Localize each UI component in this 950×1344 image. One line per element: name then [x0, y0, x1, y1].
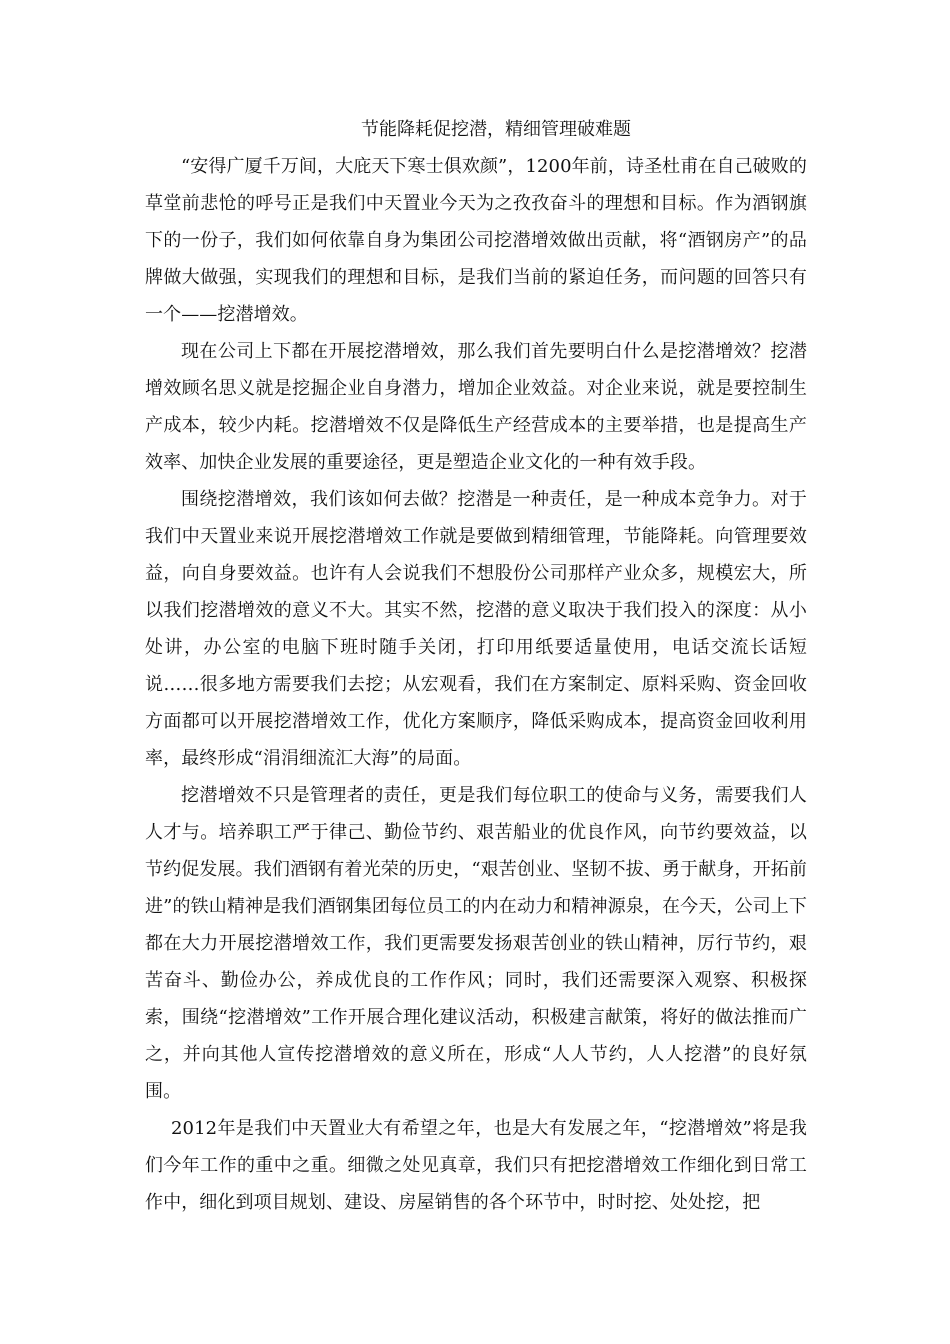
paragraph-4: 挖潜增效不只是管理者的责任，更是我们每位职工的使命与义务，需要我们人人才与。培养职工严于律己、勤俭节约、艰苦船业的优良作风，向节约要效益，以节约促发展。我们酒钢有着光荣的历史，“艰苦创业、坚韧不拔、勇于献身，开拓前进”的铁山精神是我们酒钢集团每位员工的内在动力和精神源泉，在今天，公司上下都在大力开展挖潜增效工作，我们更需要发扬艰苦创业的铁山精神，厉行节约，艰苦奋斗、勤俭办公，养成优良的工作作风；同时，我们还需要深入观察、积极探索，围绕“挖潜增效”工作开展合理化建议活动，积极建言献策，将好的做法推而广之，并向其他人宣传挖潜增效的意义所在，形成“人人节约，人人挖潜”的良好氛围。 [145, 785, 807, 1102]
paragraph-1: “安得广厦千万间，大庇天下寒士俱欢颜”，1200年前，诗圣杜甫在自己破败的草堂前悲怆的呼号正是我们中天置业今天为之孜孜奋斗的理想和目标。作为酒钢旗下的一份子，我们如何依靠自身为集团公司挖潜增效做出贡献，将“酒钢房产”的品牌做大做强，实现我们的理想和目标，是我们当前的紧迫任务，而问题的回答只有一个——挖潜增效。 [145, 156, 807, 325]
paragraph-5: 2012年是我们中天置业大有希望之年，也是大有发展之年，“挖潜增效”将是我们今年工作的重中之重。细微之处见真章，我们只有把挖潜增效工作细化到日常工作中，细化到项目规划、建设、房屋销售的各个环节中，时时挖、处处挖，把 [145, 1118, 807, 1213]
paragraph-2: 现在公司上下都在开展挖潜增效，那么我们首先要明白什么是挖潜增效？挖潜增效顾名思义就是挖掘企业自身潜力，增加企业效益。对企业来说，就是要控制生产成本，较少内耗。挖潜增效不仅是降低生产经营成本的主要举措，也是提高生产效率、加快企业发展的重要途径，更是塑造企业文化的一种有效手段。 [145, 341, 807, 473]
document-body [145, 116, 807, 1221]
paragraph-3: 围绕挖潜增效，我们该如何去做？挖潜是一种责任，是一种成本竞争力。对于我们中天置业来说开展挖潜增效工作就是要做到精细管理，节能降耗。向管理要效益，向自身要效益。也许有人会说我们不想股份公司那样产业众多，规模宏大，所以我们挖潜增效的意义不大。其实不然，挖潜的意义取决于我们投入的深度：从小处讲，办公室的电脑下班时随手关闭，打印用纸要适量使用，电话交流长话短说……很多地方需要我们去挖；从宏观看，我们在方案制定、原料采购、资金回收方面都可以开展挖潜增效工作，优化方案顺序，降低采购成本，提高资金回收利用率，最终形成“涓涓细流汇大海”的局面。 [145, 489, 807, 769]
document-title: 节能降耗促挖潜，精细管理破难题 [361, 119, 631, 140]
